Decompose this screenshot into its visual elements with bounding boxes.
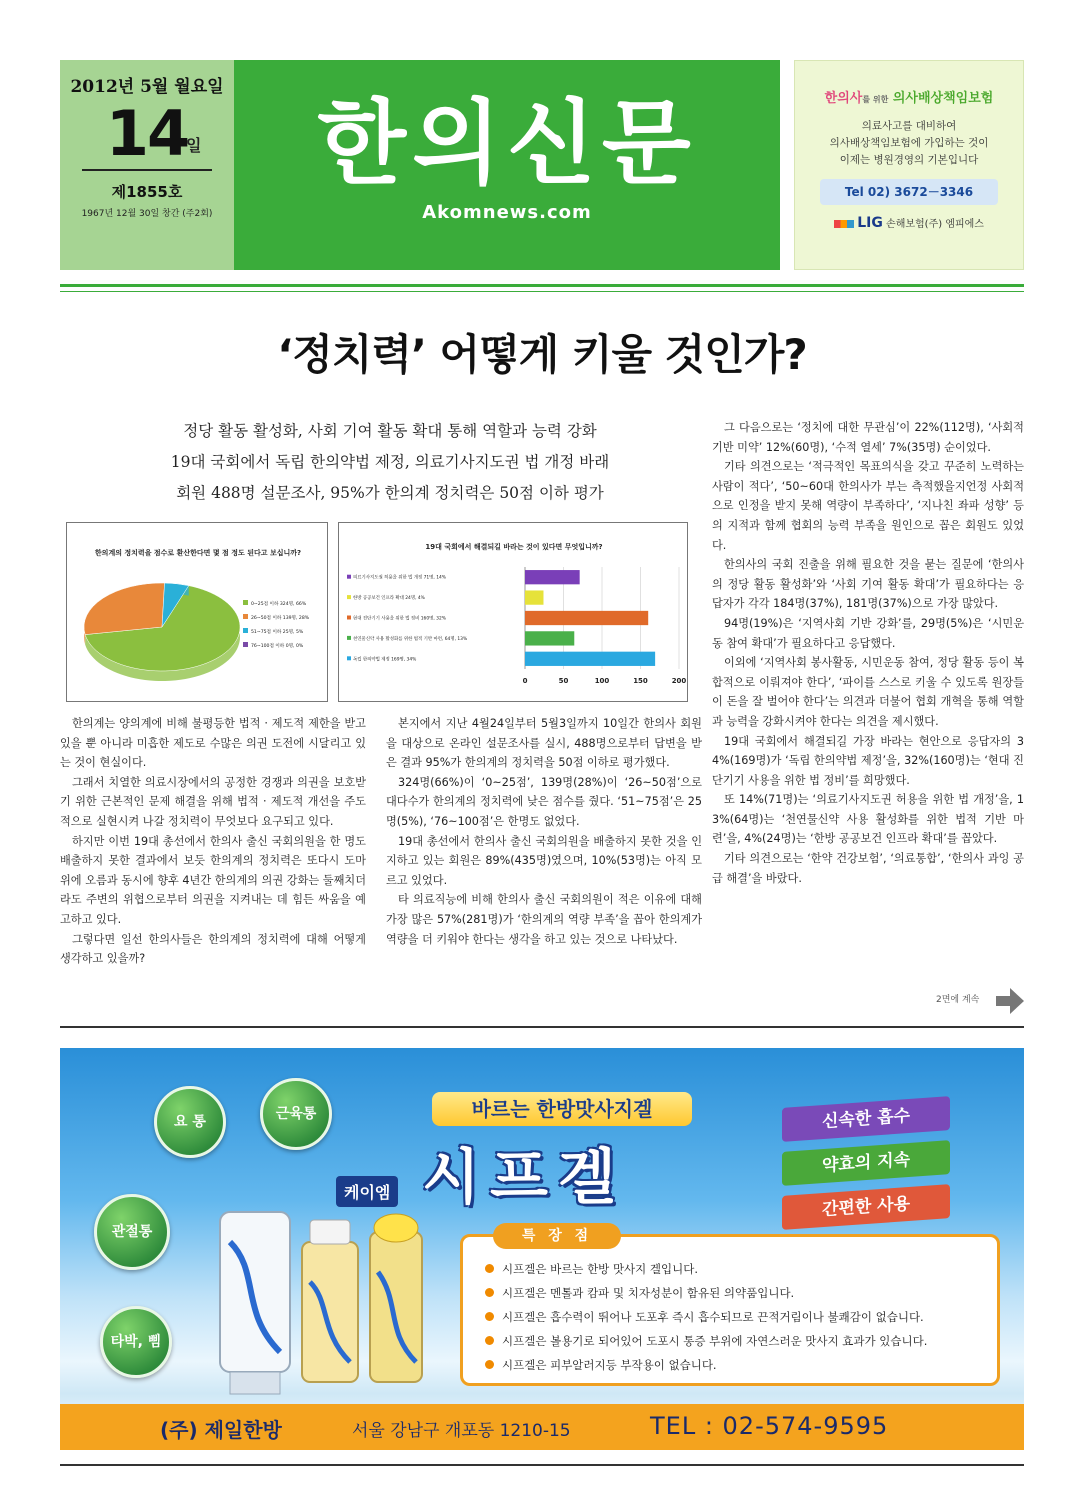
legend-swatch	[347, 595, 351, 599]
symptom-bubble: 근육통	[260, 1078, 332, 1150]
paragraph: 94명(19%)은 ‘지역사회 기반 강화’를, 29명(5%)은 ‘시민운동 참여 확대’가 필요하다고 응답했다.	[712, 616, 1024, 650]
legend-swatch	[347, 575, 351, 579]
issue-number: 제1855호	[111, 183, 183, 201]
masthead-divider	[60, 284, 1024, 287]
feature-text: 시프겔은 볼용기로 되어있어 도포시 통증 부위에 자연스러운 맛사지 효과가 있습니다.	[502, 1334, 928, 1348]
x-tick-label: 100	[594, 677, 610, 685]
date-box	[60, 60, 234, 270]
legend-label: 26~50점 이하 139명, 28%	[251, 616, 310, 621]
insurance-line: 의사배상책임보험에 가입하는 것이	[829, 137, 989, 149]
x-tick-label: 50	[558, 677, 569, 685]
features-title: 특 장 점	[493, 1223, 621, 1249]
insurance-head-a: 한의사	[824, 91, 863, 106]
bullet-icon	[485, 1288, 494, 1297]
pie-chart	[67, 523, 329, 703]
bullet-icon	[485, 1264, 494, 1273]
masthead-divider-thin	[60, 291, 1024, 292]
subheadlines	[130, 416, 650, 509]
feature-item	[485, 1281, 997, 1305]
ad-divider-top	[60, 1026, 1024, 1028]
headline: ‘정치력’ 어떻게 키울 것인가?	[277, 330, 807, 379]
site-url[interactable]: Akomnews.com	[422, 202, 592, 223]
bullet-icon	[485, 1336, 494, 1345]
ad-banner: 바르는 한방맛사지겔	[432, 1092, 692, 1126]
newspaper-logo: 한의신문	[317, 89, 697, 197]
founded-line: 1967년 12월 30일 창간 (주2회)	[81, 209, 213, 219]
feature-text: 시프겔은 바르는 한방 맛사지 겔입니다.	[502, 1262, 699, 1276]
feature-text: 시프겔은 피부알러지등 부작용이 없습니다.	[502, 1358, 717, 1372]
legend-swatch	[243, 628, 248, 633]
feature-item	[485, 1353, 997, 1377]
paragraph: 타 의료직능에 비해 한의사 출신 국회의원이 적은 이유에 대해 가장 많은 57%(281명)가 ‘한의계의 역량 부족’을 꼽아 한의계가 역량을 더 키워야 한다는 생각을 하고 있는 것으로 나타났다.	[386, 893, 702, 946]
article-column-right	[712, 418, 1024, 888]
bullet-icon	[485, 1312, 494, 1321]
product-name: 시프겔	[422, 1143, 626, 1213]
bar-chart	[339, 523, 689, 703]
chart-title: 19대 국회에서 해결되길 바라는 것이 있다면 무엇입니까?	[425, 543, 603, 551]
legend-swatch	[243, 600, 248, 605]
x-tick-label: 150	[633, 677, 648, 685]
paragraph: 본지에서 지난 4월24일부터 5월3일까지 10일간 한의사 회원을 대상으로 온라인 설문조사를 실시, 488명으로부터 답변을 받은 결과 95%가 한의계의 정치력을 50점 이하로 평가했다.	[386, 717, 702, 770]
bar	[525, 570, 580, 584]
legend-swatch	[243, 642, 248, 647]
day-unit: 일	[186, 136, 202, 155]
legend-swatch	[243, 614, 248, 619]
subheadline: 19대 국회에서 독립 한의약법 제정, 의료기사지도권 법 개정 바래	[170, 453, 610, 471]
page-bottom-divider	[60, 1464, 1024, 1466]
subheadline: 회원 488명 설문조사, 95%가 한의계 정치력은 50점 이하 평가	[176, 484, 604, 502]
pie-slice	[84, 583, 165, 635]
masthead-title	[234, 60, 780, 270]
day-block	[60, 99, 234, 169]
company-address: 서울 강남구 개포동 1210-15	[352, 1421, 571, 1441]
legend-label: 76~100점 이하 0명, 0%	[251, 644, 304, 649]
insurance-tel: Tel 02) 3672－3346	[820, 179, 998, 205]
bar	[525, 590, 543, 604]
bar	[525, 652, 655, 666]
paragraph: 324명(66%)이 ‘0~25점’, 139명(28%)이 ‘26~50점’으로 대다수가 한의계의 정치력에 낮은 점수를 줬다. ‘51~75점’은 25명(5%), ‘76~100점’은 한명도 없었다.	[386, 775, 702, 828]
benefit-ribbon: 간편한 사용	[782, 1184, 950, 1230]
feature-item	[485, 1305, 997, 1329]
paragraph: 기타 의견으로는 ‘한약 건강보험’, ‘의료통합’, ‘한의사 과잉 공급 해결’을 바랐다.	[712, 852, 1024, 885]
feature-text: 시프겔은 흡수력이 뛰어나 도포후 즉시 흡수되므로 끈적거림이나 불쾌감이 없습니다.	[502, 1310, 924, 1324]
feature-item	[485, 1329, 997, 1353]
subheadline: 정당 활동 활성화, 사회 기여 활동 확대 통해 역할과 능력 강화	[183, 422, 597, 440]
ad-footer	[60, 1404, 1024, 1450]
insurance-ad-lines	[795, 118, 1023, 169]
chart-title: 한의계의 정치력을 점수로 환산한다면 몇 점 정도 된다고 보십니까?	[94, 549, 302, 557]
symptom-bubble: 요 통	[154, 1086, 226, 1158]
brand-label: 케이엠	[336, 1176, 398, 1207]
paragraph: 하지만 이번 19대 총선에서 한의사 출신 국회의원을 한 명도 배출하지 못한 결과에서 보듯 한의계의 정치력은 또다시 도마 위에 오름과 동시에 향후 4년간 한의계의 의권 강화는 둘째치더라도 주변의 위협으로부터 의권을 지켜내는 데 힘든 싸움을 예고하고 있다.	[60, 834, 366, 926]
bar-chart-panel	[338, 522, 688, 702]
paragraph: 19대 총선에서 한의사 출신 국회의원을 배출하지 못한 것을 인지하고 있는 회원은 89%(435명)였으며, 10%(53명)는 아직 모르고 있었다.	[386, 834, 702, 887]
x-tick-label: 200	[671, 677, 687, 685]
category-label: 의료기사지도권 허용을 위한 법 개정 71명, 14%	[353, 575, 446, 581]
insurance-line: 의료사고를 대비하여	[861, 120, 957, 132]
paragraph: 기타 의견으로는 ‘적극적인 목표의식을 갖고 꾸준히 노력하는 사람이 적다’, ‘50~60대 한의사가 부는 측적했을지언정 사회적으로 인정을 받지 못해 역량이 부족하다’, ‘지나친 좌파 성향’ 등의 지적과 함께 협회의 능력 부족을 원인으로 꼽은 회원도 있었다.	[712, 460, 1024, 552]
paragraph: 한의사의 국회 진출을 위해 필요한 것을 묻는 질문에 ‘한의사의 정당 활동 활성화’와 ‘사회 기여 활동 확대’가 필요하다는 응답자가 각각 184명(37%), 181명(37%)으로 가장 많았다.	[712, 558, 1024, 611]
legend-swatch	[347, 636, 351, 640]
insurance-line: 이제는 병원경영의 기본입니다	[839, 154, 979, 166]
x-tick-label: 0	[522, 677, 528, 685]
paragraph: 이외에 ‘지역사회 봉사활동, 시민운동 참여, 정당 활동 등이 복합적으로 이뤄져야 한다’, ‘파이를 스스로 키울 수 있도록 원장들이 돈을 잘 벌어야 한다’는 의견과 더불어 협회 개혁을 통해 역할과 능력을 강화시켜야 한다는 의견을 제시했다.	[712, 656, 1024, 728]
pie-chart-panel	[66, 522, 328, 702]
insurance-head-b: 를 위한	[862, 95, 889, 104]
category-label: 독립 한의약법 제정 169명, 34%	[353, 657, 417, 663]
feature-text: 시프겔은 멘톨과 캄파 및 치자성분이 함유된 의약품입니다.	[502, 1286, 795, 1300]
company-tel[interactable]: TEL : 02-574-9595	[650, 1412, 889, 1440]
paragraph: 그 다음으로는 ‘정치에 대한 무관심’이 22%(112명), ‘사회적 기반 미약’ 12%(60명), ‘수적 열세’ 7%(35명) 순이었다.	[712, 421, 1024, 454]
paragraph: 19대 국회에서 해결되길 가장 바라는 현안으로 응답자의 34%(169명)가 ‘독립 한의약법 제정’을, 32%(160명)는 ‘현대 진단기기 사용을 위한 법 정비’를 희망했다.	[712, 734, 1024, 787]
legend-label: 51~75점 이하 25명, 5%	[251, 630, 304, 635]
arrow-right-icon[interactable]	[996, 988, 1024, 1014]
category-label: 현대 진단기기 사용을 위한 법 정비 160명, 32%	[353, 616, 446, 622]
features-list	[485, 1257, 997, 1377]
paragraph: 한의계는 양의계에 비해 불평등한 법적 · 제도적 제한을 받고 있을 뿐 아니라 미흡한 제도로 수많은 의권 도전에 시달리고 있는 것이 현실이다.	[60, 717, 366, 770]
benefit-ribbon: 신속한 흡수	[782, 1096, 950, 1142]
category-label: 한방 공공보건 인프라 확대 24명, 4%	[353, 596, 425, 602]
product-advertisement[interactable]	[60, 1048, 1024, 1450]
article-column-left	[60, 714, 366, 969]
insurance-ad-heading	[795, 87, 1023, 106]
bar	[525, 611, 648, 625]
sponsor-logo-icon	[834, 220, 854, 228]
sponsor-text: 손해보험(주) 엠피에스	[886, 219, 984, 230]
paragraph: 그렇다면 일선 한의사들은 한의계의 정치력에 대해 어떻게 생각하고 있을까?	[60, 932, 366, 966]
legend-swatch	[347, 616, 351, 620]
product-tubes-icon	[210, 1202, 460, 1402]
company-name: (주) 제일한방	[160, 1418, 282, 1442]
feature-item	[485, 1257, 997, 1281]
legend-label: 0~25점 이하 324명, 66%	[251, 602, 307, 607]
legend-swatch	[347, 656, 351, 660]
benefit-ribbon: 약효의 지속	[782, 1140, 950, 1186]
bullet-icon	[485, 1360, 494, 1369]
insurance-ad[interactable]	[794, 60, 1024, 270]
paragraph: 그래서 치열한 의료시장에서의 공정한 경쟁과 의권을 보호받기 위한 근본적인 문제 해결을 위해 법적 · 제도적 개선을 주도적으로 실현시켜 나갈 정치력이 무엇보다 요구되고 있다.	[60, 775, 366, 828]
insurance-head-c: 의사배상책임보험	[892, 91, 994, 106]
continue-label[interactable]: 2면에 계속	[936, 995, 980, 1005]
symptom-bubble: 타박, 삠	[100, 1306, 172, 1378]
category-label: 천연물신약 사용 활성화를 위한 법적 기반 마련, 64명, 13%	[353, 636, 468, 642]
symptom-bubble: 관절통	[94, 1194, 170, 1270]
sponsor-logo: LIG	[857, 215, 883, 231]
article-column-middle	[386, 714, 702, 949]
paragraph: 또 14%(71명)는 ‘의료기사지도권 허용을 위한 법 개정’을, 13%(64명)는 ‘천연물신약 사용 활성화를 위한 법적 기반 마련’을, 4%(24명)는 ‘한방 공공보건 인프라 확대’를 꼽았다.	[712, 793, 1024, 846]
insurance-sponsor	[795, 215, 1023, 231]
date-line: 2012년 5월 월요일	[70, 77, 224, 97]
features-box	[460, 1228, 1000, 1386]
day-number: 14	[105, 97, 189, 170]
bar	[525, 631, 574, 645]
